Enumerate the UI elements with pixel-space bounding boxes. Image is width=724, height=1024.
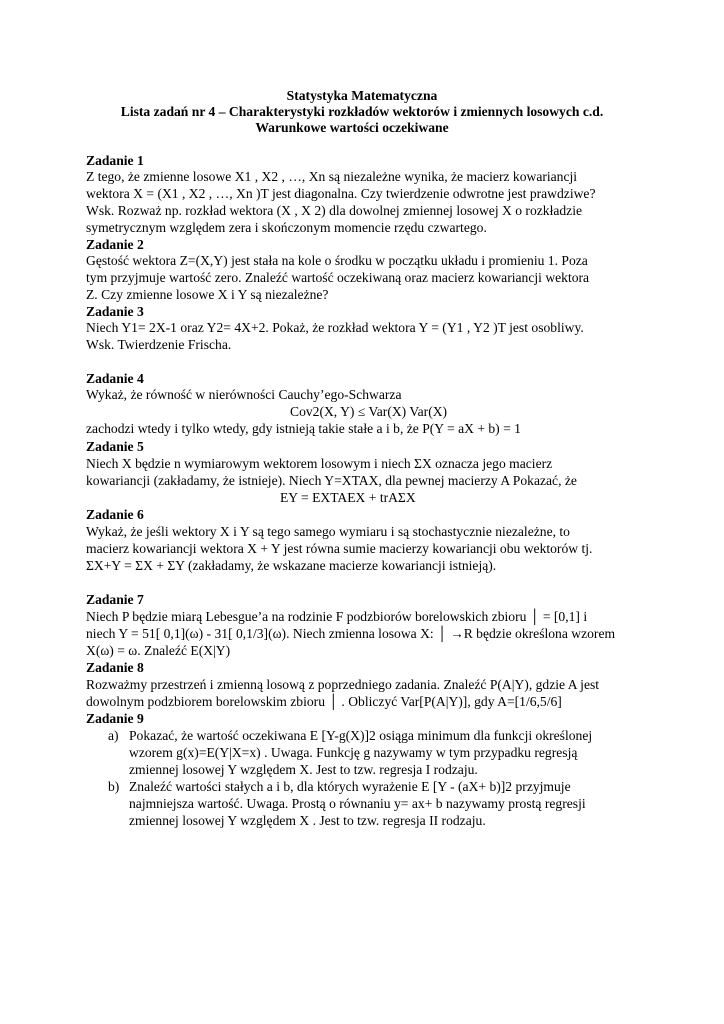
task-9-b-line-3: zmiennej losowej Y względem X . Jest to tzw. regresja II rodzaju. xyxy=(129,813,486,828)
task-2-line-1: Gęstość wektora Z=(X,Y) jest stała na kole o środku w początku układu i promieniu 1. Poza xyxy=(86,253,588,268)
task-3-heading: Zadanie 3 xyxy=(86,304,144,319)
task-5-line-1: Niech X będzie n wymiarowym wektorem losowym i niech ΣX oznacza jego macierz xyxy=(86,456,553,471)
task-5-line-2: kowariancji (zakładamy, że istnieje). Niech Y=XTAX, dla pewnej macierzy A Pokazać, że xyxy=(86,473,577,488)
task-8-line-1: Rozważmy przestrzeń i zmienną losową z poprzedniego zadania. Znaleźć P(A|Y), gdzie A jest xyxy=(86,677,600,692)
task-9-a-line-1: Pokazać, że wartość oczekiwana E [Y-g(X)]2 osiąga minimum dla funkcji określonej xyxy=(129,728,593,743)
task-7-line-1: Niech P będzie miarą Lebesgue’a na rodzinie F podzbiorów borelowskich zbioru │ = [0,1] i xyxy=(86,609,588,624)
task-8-line-2: dowolnym podzbiorem borelowskim zbioru │ . Obliczyć Var[P(A|Y)], gdy A=[1/6,5/6] xyxy=(86,694,562,709)
task-1-line-4: symetrycznym względem zera i skończonym momencie rzędu czwartego. xyxy=(86,220,487,235)
task-9-marker-a: a) xyxy=(108,728,119,743)
task-2-line-2: tym przyjmuje wartość zero. Znaleźć wartość oczekiwaną oraz macierz kowariancji wektora xyxy=(86,270,590,285)
task-6-line-1: Wykaż, że jeśli wektory X i Y są tego samego wymiaru i są stochastycznie niezależne, to xyxy=(86,524,570,539)
task-4-line-2: zachodzi wtedy i tylko wtedy, gdy istnieją takie stałe a i b, że P(Y = aX + b) = 1 xyxy=(86,421,521,436)
task-1-line-3: Wsk. Rozważ np. rozkład wektora (X , X 2) dla dowolnej zmiennej losowej X o rozkładzie xyxy=(86,203,583,218)
task-5-heading: Zadanie 5 xyxy=(86,439,144,454)
task-4-heading: Zadanie 4 xyxy=(86,371,144,386)
task-3-line-1: Niech Y1= 2X-1 oraz Y2= 4X+2. Pokaż, że rozkład wektora Y = (Y1 , Y2 )T jest osobliwy. xyxy=(86,320,584,335)
task-9-a-line-2: wzorem g(x)=E(Y|X=x) . Uwaga. Funkcję g nazywamy w tym przypadku regresją xyxy=(129,745,578,760)
task-9-b-line-2: najmniejsza wartość. Uwaga. Prostą o równaniu y= ax+ b nazywamy prostą regresji xyxy=(129,796,586,811)
task-4-formula: Cov2(X, Y) ≤ Var(X) Var(X) xyxy=(290,404,448,419)
task-9-heading: Zadanie 9 xyxy=(86,711,144,726)
document-subtitle-2: Warunkowe wartości oczekiwane xyxy=(255,120,449,135)
task-6-line-3: ΣX+Y = ΣX + ΣY (zakładamy, że wskazane macierze kowariancji istnieją). xyxy=(86,558,497,573)
document-subtitle: Lista zadań nr 4 – Charakterystyki rozkładów wektorów i zmiennych losowych c.d. xyxy=(120,104,604,119)
task-2-heading: Zadanie 2 xyxy=(86,237,144,252)
document-title: Statystyka Matematyczna xyxy=(286,88,438,103)
task-9-a-line-3: zmiennej losowej Y względem X. Jest to tzw. regresja I rodzaju. xyxy=(129,762,478,777)
task-2-line-3: Z. Czy zmienne losowe X i Y są niezależne? xyxy=(86,287,329,302)
task-7-line-3: X(ω) = ω. Znaleźć E(X|Y) xyxy=(86,643,231,658)
task-7-heading: Zadanie 7 xyxy=(86,592,144,607)
task-9-b-line-1: Znaleźć wartości stałych a i b, dla których wyrażenie E [Y - (aX+ b)]2 przyjmuje xyxy=(129,779,571,794)
task-1-line-2: wektora X = (X1 , X2 , …, Xn )T jest diagonalna. Czy twierdzenie odwrotne jest prawdziwe? xyxy=(86,186,596,201)
task-1-line-1: Z tego, że zmienne losowe X1 , X2 , …, Xn są niezależne wynika, że macierz kowariancji xyxy=(86,169,578,184)
task-6-line-2: macierz kowariancji wektora X + Y jest równa sumie macierzy kowariancji obu wektorów tj. xyxy=(86,541,593,556)
task-3-line-2: Wsk. Twierdzenie Frischa. xyxy=(86,337,232,352)
task-1-heading: Zadanie 1 xyxy=(86,153,144,168)
task-4-line-1: Wykaż, że równość w nierówności Cauchy’ego-Schwarza xyxy=(86,387,402,402)
task-9-marker-b: b) xyxy=(108,779,120,794)
task-7-line-2: niech Y = 51[ 0,1](ω) - 31[ 0,1/3](ω). Niech zmienna losowa X: │ →R będzie określona wzorem xyxy=(86,626,616,641)
task-5-formula: EY = EXTAEX + trAΣX xyxy=(280,490,416,505)
task-6-heading: Zadanie 6 xyxy=(86,507,144,522)
task-8-heading: Zadanie 8 xyxy=(86,660,144,675)
